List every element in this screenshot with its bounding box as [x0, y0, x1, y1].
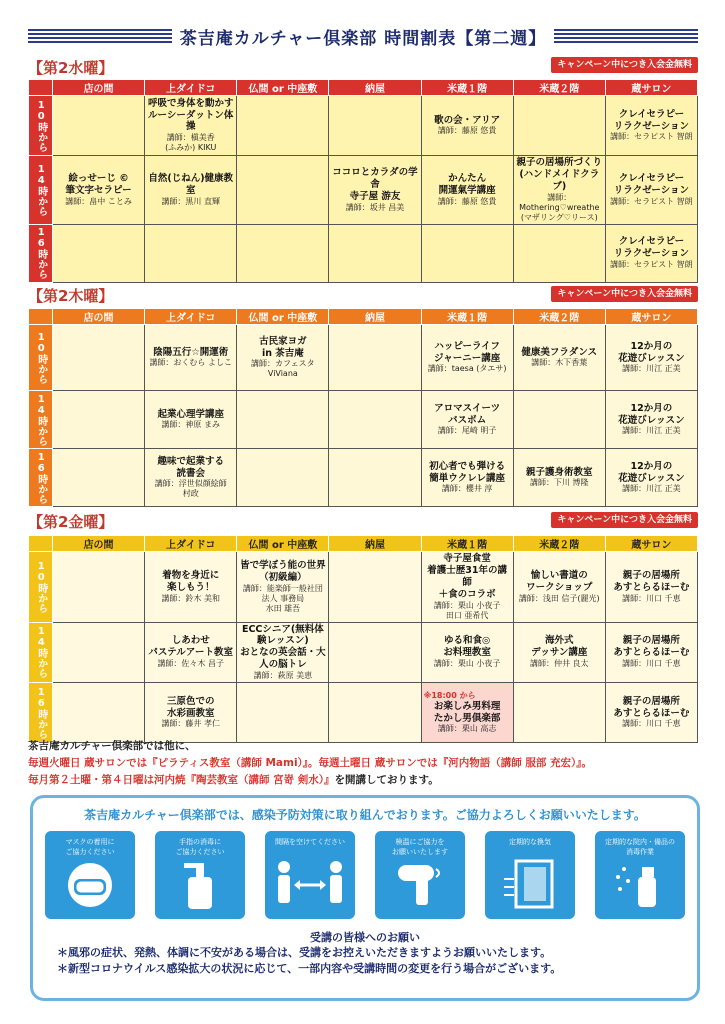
campaign-badge-thu: キャンペーン中につき入会金無料 — [551, 286, 698, 302]
instructor-name: 講師：黒川 直輝 — [161, 196, 220, 206]
class-cell — [513, 224, 605, 282]
spray-icon-box — [595, 831, 685, 919]
class-cell — [421, 224, 513, 282]
class-name: 親子護身術教室 — [526, 466, 593, 478]
class-cell — [513, 449, 605, 507]
column-header: 米蔵２階 — [513, 309, 605, 325]
table-row — [29, 683, 698, 743]
icon-label: 手指の消毒に ご協力ください — [175, 838, 225, 856]
info-line-2: 毎週火曜日 蔵サロンでは『ピラティス教室（講師 Mami）』。毎週土曜日 蔵サロンでは『河内物語（講師 服部 充宏）』。 — [28, 757, 593, 769]
time-slot-label: 14時から — [29, 156, 53, 225]
class-name: 自然(じねん)健康教室 — [148, 172, 234, 196]
class-name: 親子の居場所 あすとらるほーむ — [613, 635, 690, 659]
instructor-name: 講師：川江 正美 — [622, 426, 681, 436]
instructor-name: 講師：川口 千恵 — [622, 593, 681, 603]
table-row — [29, 449, 698, 507]
class-cell — [237, 156, 329, 225]
column-header: 納屋 — [329, 80, 421, 96]
instructor-name: 講師：taesa (タエサ) — [427, 364, 507, 374]
instructor-name: 講師：尾崎 明子 — [437, 426, 497, 436]
sanitizer-icon — [180, 859, 220, 911]
page-title: 茶吉庵カルチャー倶楽部 時間割表【第二週】 — [179, 28, 547, 49]
info-line-1: 茶吉庵カルチャー倶楽部では他に、 — [28, 740, 196, 752]
info-line-3-highlight: 毎月第２土曜・第４日曜は河内焼『陶芸教室（講師 宮嵜 剣水）』 — [28, 774, 335, 786]
class-cell — [53, 449, 145, 507]
header-corner — [29, 536, 53, 552]
class-name: 12か月の 花遊びレッスン — [618, 340, 685, 364]
class-name: 陰陽五行☆開運術 — [153, 346, 229, 358]
class-cell — [605, 325, 697, 391]
class-cell — [513, 156, 605, 225]
class-name: ココロとカラダの学舎 寺子屋 游友 — [332, 167, 418, 202]
class-cell — [421, 156, 513, 225]
class-cell — [53, 683, 145, 743]
class-cell — [329, 156, 421, 225]
class-name: 愉しい書道の ワークショップ — [526, 569, 593, 593]
instructor-name: 講師：川江 正美 — [622, 484, 681, 494]
column-header: 店の間 — [53, 536, 145, 552]
class-cell — [53, 622, 145, 683]
instructor-name: 講師：坂井 昌美 — [345, 202, 405, 212]
column-header: 上ダイドコ — [145, 536, 237, 552]
spray-icon — [612, 859, 668, 909]
header-corner — [29, 80, 53, 96]
instructor-name: 講師：浮世似顔絵師 村政 — [154, 479, 227, 499]
class-cell — [421, 96, 513, 156]
class-name: かんたん 開運氣学講座 — [438, 172, 496, 196]
class-cell — [605, 156, 697, 225]
table-header-row — [29, 536, 698, 552]
class-name: 起業心理学講座 — [157, 408, 224, 420]
column-header: 米蔵１階 — [421, 309, 513, 325]
class-name: クレイセラピー リラクゼーション — [613, 172, 690, 196]
thermometer-icon-box — [375, 831, 465, 919]
class-cell — [605, 449, 697, 507]
icon-label: 検温にご協力を お願いいたします — [392, 838, 448, 856]
class-cell — [329, 552, 421, 623]
class-cell — [421, 552, 513, 623]
table-row — [29, 224, 698, 282]
instructor-name: 講師：おくむら よしこ — [149, 358, 232, 368]
class-name: ハッピーライフ ジャーニー講座 — [433, 340, 501, 364]
instructor-name: 講師：栗山 小夜子 — [433, 659, 501, 669]
class-cell — [145, 224, 237, 282]
class-cell — [513, 325, 605, 391]
column-header: 米蔵２階 — [513, 536, 605, 552]
class-cell — [53, 224, 145, 282]
class-cell — [145, 156, 237, 225]
instructor-name: 講師：畠中 ことみ — [65, 196, 132, 206]
time-slot-label: 10時から — [29, 96, 53, 156]
class-cell — [237, 449, 329, 507]
class-cell — [421, 449, 513, 507]
class-name: ECCシニア(無料体験レッスン) おとなの英会話・大人の脳トレ — [240, 623, 326, 671]
class-time-note: ※18:00 から — [423, 690, 476, 700]
class-cell — [237, 622, 329, 683]
class-name: クレイセラピー リラクゼーション — [613, 236, 690, 260]
prevention-icons — [33, 831, 697, 919]
table-row — [29, 96, 698, 156]
icon-label: マスクの着用に ご協力ください — [65, 838, 115, 856]
column-header: 米蔵１階 — [421, 536, 513, 552]
column-header: 上ダイドコ — [145, 80, 237, 96]
sanitizer-icon-box — [155, 831, 245, 919]
campaign-badge-wed: キャンペーン中につき入会金無料 — [551, 57, 698, 73]
time-slot-label: 16時から — [29, 683, 53, 743]
column-header: 米蔵１階 — [421, 80, 513, 96]
schedule-table-thu — [28, 308, 698, 507]
window-icon-box — [485, 831, 575, 919]
class-cell — [145, 449, 237, 507]
class-cell — [605, 552, 697, 623]
instructor-name: 講師：木下香葉 — [531, 358, 588, 368]
column-header: 蔵サロン — [605, 309, 697, 325]
class-cell — [237, 391, 329, 449]
class-cell — [329, 683, 421, 743]
class-name: ゆる和食◎ お料理教室 — [443, 635, 491, 659]
class-cell — [513, 391, 605, 449]
instructor-name: 講師：セラピスト 智朗 — [610, 132, 693, 142]
column-header: 納屋 — [329, 309, 421, 325]
class-name: しあわせ パステルアート教室 — [148, 635, 233, 659]
instructor-name: 講師：栗山 小夜子 田口 亜希代 — [433, 600, 501, 620]
class-cell — [329, 224, 421, 282]
class-cell — [145, 552, 237, 623]
icon-label: 間隔を空けてください — [275, 838, 345, 846]
instructor-name: 講師：佐々木 昌子 — [157, 659, 224, 669]
covid-panel-title: 茶吉庵カルチャー倶楽部では、感染予防対策に取り組んでおります。ご協力よろしくお願いいたします。 — [84, 808, 646, 822]
distance-icon — [272, 859, 348, 907]
instructor-name: 講師：浅田 信子(麗光) — [518, 593, 600, 603]
class-cell — [53, 156, 145, 225]
class-cell — [513, 96, 605, 156]
class-cell — [329, 96, 421, 156]
class-name: 寺子屋食堂 着護士歴31年の講師 ＋食のコラボ — [427, 553, 507, 600]
class-cell — [513, 622, 605, 683]
instructor-name: 講師：下川 博隆 — [530, 478, 589, 488]
class-cell — [53, 552, 145, 623]
column-header: 上ダイドコ — [145, 309, 237, 325]
class-cell — [605, 391, 697, 449]
time-slot-label: 14時から — [29, 622, 53, 683]
info-line-3 — [28, 772, 700, 789]
class-name: 12か月の 花遊びレッスン — [618, 402, 685, 426]
instructor-name: 講師：川江 正美 — [622, 364, 681, 374]
column-header: 店の間 — [53, 309, 145, 325]
instructor-name: 講師：櫻井 淳 — [441, 484, 493, 494]
class-cell — [605, 622, 697, 683]
day-title-wed: 【第2水曜】 — [28, 59, 114, 77]
day-title-thu: 【第2木曜】 — [28, 287, 114, 305]
icon-label: 定期的な換気 — [509, 838, 551, 846]
table-row — [29, 325, 698, 391]
class-name: 絵っせーじ © 筆文字セラピー — [65, 172, 132, 196]
distance-icon-box — [265, 831, 355, 919]
request-title: 受講の皆様へのお願い — [310, 931, 420, 944]
class-name: お楽しみ男料理 たかし男倶楽部 — [433, 700, 501, 724]
class-cell — [53, 325, 145, 391]
class-name: アロマスイーツ バスボム — [434, 402, 501, 426]
class-cell — [237, 552, 329, 623]
class-name: 海外式 デッサン講座 — [531, 635, 588, 659]
class-name: 親子の居場所づくり (ハンドメイドクラブ) — [516, 157, 603, 192]
class-cell — [145, 683, 237, 743]
class-cell — [329, 622, 421, 683]
day-title-fri: 【第2金曜】 — [28, 513, 114, 531]
instructor-name: 講師：藤原 悠貴 — [437, 196, 497, 206]
class-cell — [145, 391, 237, 449]
class-name: 初心者でも弾ける 簡単ウクレレ講座 — [429, 460, 506, 484]
column-header: 納屋 — [329, 536, 421, 552]
class-cell — [513, 683, 605, 743]
class-name: 呼吸で身体を動かす ルーシーダットン体操 — [147, 97, 234, 133]
table-row — [29, 156, 698, 225]
header-corner — [29, 309, 53, 325]
class-name: 趣味で起業する 読書会 — [157, 455, 224, 479]
class-cell — [53, 96, 145, 156]
header — [28, 24, 698, 48]
table-header-row — [29, 80, 698, 96]
instructor-name: 講師：神原 まみ — [161, 420, 220, 430]
schedule-table-wed — [28, 79, 698, 283]
table-row — [29, 622, 698, 683]
instructor-name: 講師：仲井 良太 — [530, 659, 589, 669]
campaign-badge-fri: キャンペーン中につき入会金無料 — [551, 512, 698, 528]
schedule-table-fri — [28, 535, 698, 743]
time-slot-label: 10時から — [29, 552, 53, 623]
instructor-name: 講師：セラピスト 智朗 — [610, 260, 693, 269]
instructor-name: 講師：藤原 悠貴 — [437, 126, 497, 136]
class-cell — [53, 391, 145, 449]
time-slot-label: 10時から — [29, 325, 53, 391]
time-slot-label: 16時から — [29, 449, 53, 507]
class-name: 三原色での 水彩画教室 — [166, 695, 215, 719]
class-cell — [145, 622, 237, 683]
class-name: 歌の会・アリア — [434, 114, 501, 126]
instructor-name: 講師：栗山 高志 — [437, 724, 497, 734]
class-cell — [145, 325, 237, 391]
column-header: 米蔵２階 — [513, 80, 605, 96]
instructor-name: 講師：カフェスタ ViViana — [251, 359, 315, 379]
column-header: 蔵サロン — [605, 80, 697, 96]
class-name: クレイセラピー リラクゼーション — [613, 108, 690, 132]
class-cell — [329, 449, 421, 507]
request-line-2: ＊新型コロナウイルス感染拡大の状況に応じて、一部内容や受講時間の変更を行う場合がございます。 — [57, 962, 562, 975]
thermometer-icon — [392, 859, 448, 909]
class-cell — [421, 325, 513, 391]
class-name: 健康美フラダンス — [521, 346, 598, 358]
class-name: 古民家ヨガ in 茶吉庵 — [259, 335, 307, 359]
time-slot-label: 14時から — [29, 391, 53, 449]
info-line-3-rest: を開講しております。 — [334, 774, 439, 786]
instructor-name: 講師：萩原 美恵 — [253, 671, 313, 680]
class-name: 親子の居場所 あすとらるほーむ — [613, 695, 690, 719]
class-name: 親子の居場所 あすとらるほーむ — [613, 569, 690, 593]
table-row — [29, 391, 698, 449]
table-header-row — [29, 309, 698, 325]
column-header: 仏間 or 中座敷 — [237, 536, 329, 552]
class-cell — [329, 325, 421, 391]
request-line-1: ＊風邪の症状、発熱、体調に不安がある場合は、受講をお控えいただきますようお願いいたします。 — [57, 946, 552, 959]
column-header: 蔵サロン — [605, 536, 697, 552]
mask-icon — [62, 859, 118, 907]
class-cell — [605, 96, 697, 156]
instructor-name: 講師：能楽師一般社団法人 事務局 水田 雄吾 — [242, 583, 323, 613]
icon-label: 定期的な院内・備品の 消毒作業 — [605, 838, 675, 856]
instructor-name: 講師：藤井 孝仁 — [161, 719, 220, 729]
instructor-name: 講師：川口 千恵 — [622, 659, 681, 669]
class-cell — [421, 622, 513, 683]
class-name: 着物を身近に 楽しもう！ — [162, 569, 220, 593]
class-cell — [329, 391, 421, 449]
class-cell — [513, 552, 605, 623]
class-cell — [237, 325, 329, 391]
header-stripes-right — [554, 29, 698, 43]
mask-icon-box — [45, 831, 135, 919]
time-slot-label: 16時から — [29, 224, 53, 282]
column-header: 店の間 — [53, 80, 145, 96]
class-cell — [421, 391, 513, 449]
class-cell — [237, 683, 329, 743]
class-cell — [605, 683, 697, 743]
instructor-name: 講師：鈴木 美和 — [161, 593, 220, 603]
instructor-name: 講師：セラピスト 智朗 — [610, 196, 693, 206]
window-icon — [502, 859, 558, 911]
table-row — [29, 552, 698, 623]
class-cell — [145, 96, 237, 156]
class-cell — [421, 683, 513, 743]
column-header: 仏間 or 中座敷 — [237, 309, 329, 325]
column-header: 仏間 or 中座敷 — [237, 80, 329, 96]
other-classes-info — [28, 738, 700, 789]
instructor-name: 講師：槇美香 (ふみか) KIKU — [165, 133, 217, 153]
instructor-name: 講師：川口 千恵 — [622, 719, 681, 729]
instructor-name: 講師：Mothering♡wreathe (マザリング♡リース) — [519, 192, 600, 222]
class-cell — [605, 224, 697, 282]
class-name: 12か月の 花遊びレッスン — [618, 460, 685, 484]
class-cell — [237, 96, 329, 156]
class-name: 皆で学ぼう能の世界 （初級編） — [240, 559, 326, 583]
header-stripes-left — [28, 29, 172, 43]
class-cell — [237, 224, 329, 282]
infection-prevention-panel — [30, 795, 700, 1001]
